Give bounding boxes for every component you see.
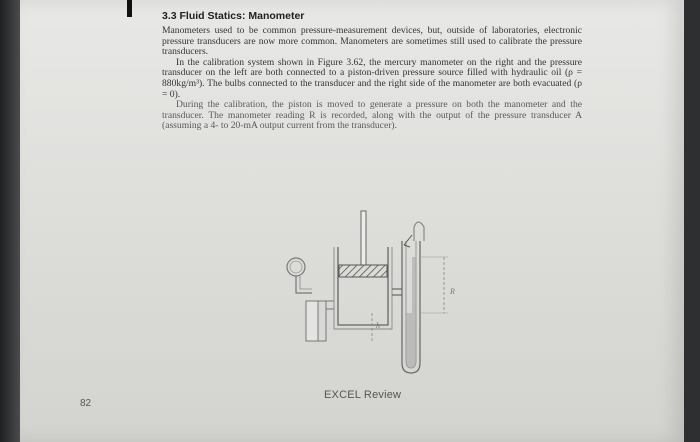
pressure-transducer [306,301,318,341]
transducer-line [296,276,312,293]
paragraph-1: Manometers used to be common pressure-measurement devices, but, outside of laboratories, electronic pressure transducers are now more common. Manometers are sometimes still used to calibrate the pressure transducers. [162,25,582,58]
manometer-figure [268,205,488,385]
left-page-shadow [0,0,20,442]
piston-head [339,265,387,277]
label-r: R [450,287,455,296]
paragraph-2: In the calibration system shown in Figure 3.62, the mercury manometer on the right and the pressure transducer on the left are both connected to a piston-driven pressure source filled with hydraulic oil (ρ = 880kg/m³). The bulbs connected to the transducer and the right side of the manometer are both evacuated (ρ = 0). [162,56,582,100]
paragraph-3: During the calibration, the piston is moved to generate a pressure on both the manometer and the transducer. The manometer reading R is recorded, along with the output of the pressure transducer A (assuming a 4- to 20-mA output current from the transducer). [162,99,582,132]
mercury-column [406,257,416,368]
manometer-bulb [414,222,424,241]
manometer-diagram [268,205,488,385]
excel-review-caption: EXCEL Review [324,389,402,401]
right-page-edge [684,0,700,442]
text-block [162,10,582,132]
label-h: h [376,321,380,330]
page-number: 82 [80,398,92,409]
page-marker-tab [127,0,132,17]
section-title: 3.3 Fluid Statics: Manometer [162,10,305,22]
piston-rod [361,211,366,265]
